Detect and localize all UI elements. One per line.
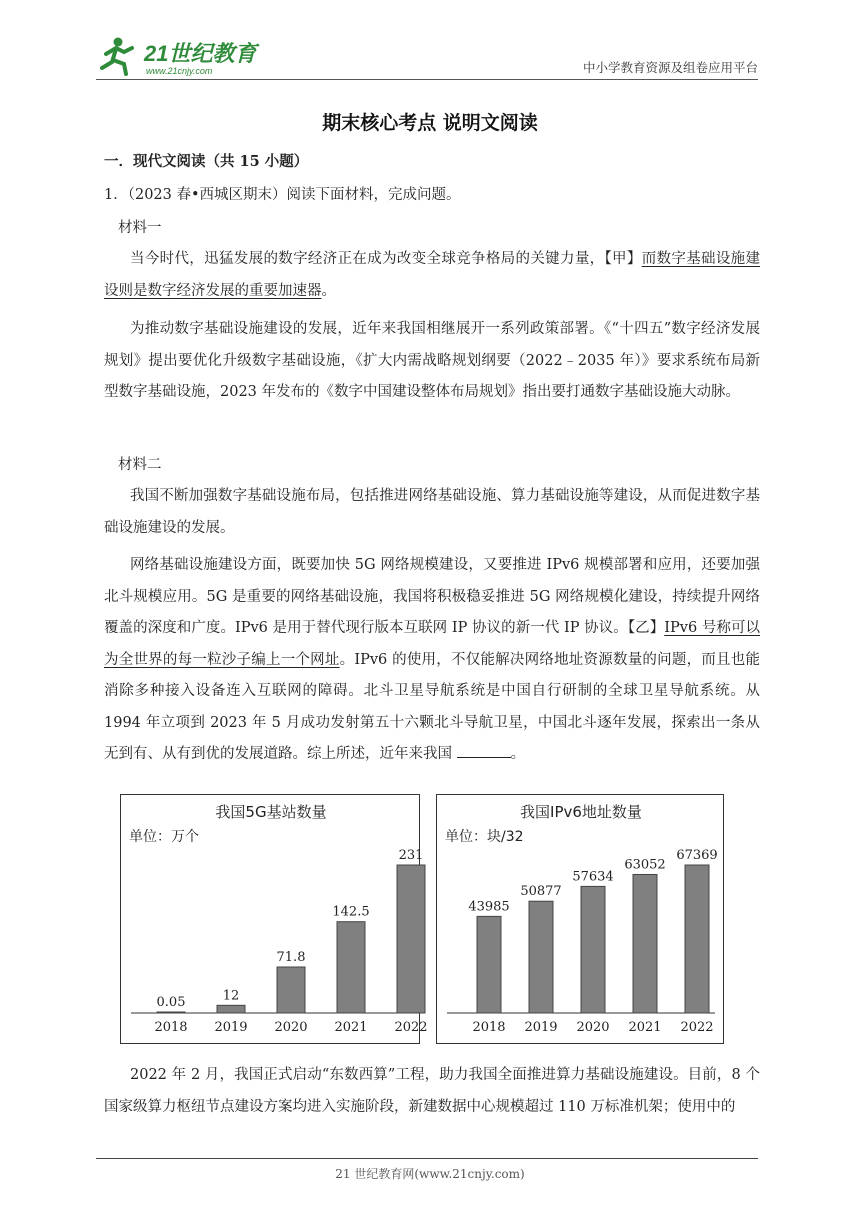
bar: [633, 874, 657, 1013]
x-tick-label: 2019: [214, 1020, 248, 1035]
question-stem: 1．（2023 春•西城区期末）阅读下面材料，完成问题。: [104, 187, 461, 203]
bar: [337, 922, 365, 1013]
paragraph-5: 2022 年 2 月，我国正式启动“东数西算”工程，助力我国全面推进算力基础设施建设。目前，8 个国家级算力枢纽节点建设方案均进入实施阶段，新建数据中心规模超过 110 万标准机架；使用中的: [104, 1067, 760, 1115]
bar: [157, 1012, 185, 1013]
x-tick-label: 2019: [524, 1020, 558, 1035]
paragraph-2: 为推动数字基础设施建设的发展，近年来我国相继展开一系列政策部署。《“十四五”数字经济发展规划》提出要优化升级数字基础设施，《扩大内需战略规划纲要（2022﹣2035 年）》要求系统布局新型数字基础设施，2023 年发布的《数字中国建设整体布局规划》指出要打通数字基础设施大动脉。: [104, 321, 760, 400]
paragraph-3: 我国不断加强数字基础设施布局，包括推进网络基础设施、算力基础设施等建设，从而促进数字基础设施建设的发展。: [104, 488, 760, 536]
data-label: 63052: [624, 857, 666, 873]
x-tick-label: 2021: [628, 1020, 662, 1035]
chart-unit-label: 单位：块/32: [445, 829, 524, 845]
data-label: 0.05: [156, 995, 186, 1010]
data-label: 67369: [676, 848, 718, 863]
x-tick-label: 2018: [154, 1020, 188, 1035]
paragraph-1-text-c: 。: [321, 282, 336, 299]
x-tick-label: 2020: [274, 1020, 308, 1035]
platform-name: 中小学教育资源及组卷应用平台: [582, 60, 758, 75]
data-label: 43985: [468, 899, 510, 915]
footer-divider: [96, 1158, 758, 1159]
x-tick-label: 2018: [472, 1020, 506, 1035]
logo: [96, 34, 266, 78]
section-heading: 一．现代文阅读（共 15 小题）: [104, 153, 309, 170]
paragraph-4-text-a: 网络基础设施建设方面，既要加快 5G 网络规模建设，又要推进 IPv6 规模部署和应用，还要加强北斗规模应用。5G 是重要的网络基础设施，我国将积极稳妥推进 5G 网络规模化建设，持续提升网络覆盖的深度和广度。IPv6 是用于替代现行版本互联网 IP 协议的新一代 IP 协议。【乙】: [104, 557, 760, 636]
data-label: 142.5: [332, 904, 370, 920]
chart-unit-label: 单位：万个: [129, 829, 199, 845]
page-footer: 21 世纪教育网(www.21cnjy.com): [335, 1167, 525, 1181]
chart-title: 我国5G基站数量: [215, 803, 327, 821]
material-label-1: 材料一: [118, 220, 162, 236]
bar: [685, 865, 709, 1013]
x-tick-label: 2020: [576, 1020, 610, 1035]
data-label: 71.8: [276, 949, 306, 965]
bar: [581, 886, 605, 1013]
bar: [529, 901, 553, 1013]
logo-text: 21世纪教育: [144, 41, 257, 66]
x-tick-label: 2021: [334, 1020, 368, 1035]
chart-ipv6-svg: [437, 795, 725, 1045]
chart-ipv6-addresses: [436, 794, 724, 1044]
paragraph-4-text-d: 。: [510, 746, 526, 762]
bar: [277, 967, 305, 1013]
bar: [477, 916, 501, 1013]
underlined-sentence-jia: 而数字基础设施建设则是数字经济发展的重要加速器: [104, 251, 761, 299]
header-divider: [96, 79, 758, 80]
runner-icon: [102, 38, 132, 75]
material-label-2: 材料二: [118, 457, 162, 473]
data-label: 12: [222, 988, 240, 1004]
data-label: 57634: [572, 869, 614, 885]
paragraph-1-text-a: 当今时代，迅猛发展的数字经济正在成为改变全球竞争格局的关键力量，【甲】: [130, 251, 642, 267]
page-title: 期末核心考点 说明文阅读: [322, 112, 538, 134]
answer-blank[interactable]: [457, 743, 511, 758]
data-label: 231: [398, 848, 424, 863]
underlined-sentence-yi: IPv6 号称可以为全世界的每一粒沙子编上一个网址: [104, 620, 760, 668]
data-label: 50877: [520, 884, 562, 900]
chart-5g-svg: [121, 795, 428, 1045]
bar: [217, 1005, 245, 1013]
paragraph-1: [104, 244, 760, 307]
paragraph-4-text-c: 。IPv6 的使用，不仅能解决网络地址资源数量的问题，而且也能消除多种接入设备连入互联网的障碍。北斗卫星导航系统是中国自行研制的全球卫星导航系统。从 1994 年立项到 2023 年 5 月成功发射第五十六颗北斗导航卫星，中国北斗逐年发展，探索出一条从无到有、从有到优的发展道路。综上所述，近年来我国: [104, 651, 761, 762]
logo-url: www.21cnjy.com: [146, 66, 213, 76]
bar: [397, 865, 425, 1013]
page-header: [96, 34, 758, 80]
chart-5g-base-stations: [120, 794, 428, 1044]
paragraph-4: [104, 550, 760, 771]
chart-title: 我国IPv6地址数量: [520, 803, 642, 821]
x-tick-label: 2022: [394, 1020, 428, 1035]
x-tick-label: 2022: [680, 1020, 714, 1035]
